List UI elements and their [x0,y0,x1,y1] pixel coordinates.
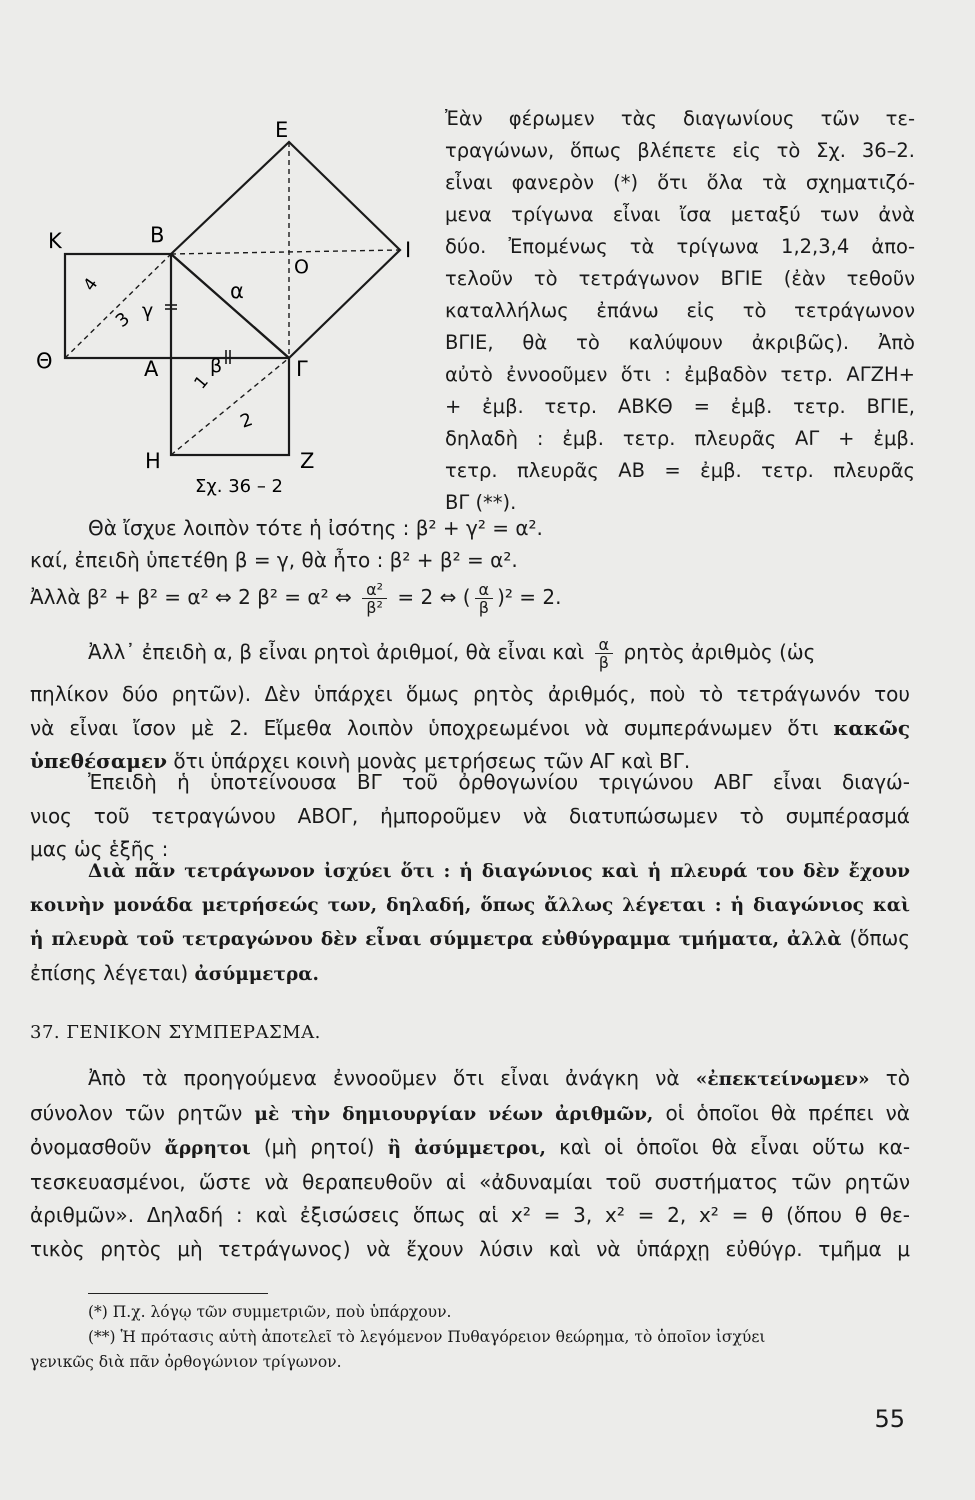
footnote-rule [88,1293,268,1294]
equations-block [30,512,910,619]
theorem-line-1: Διὰ πᾶν τετράγωνον ἰσχύει ὅτι : ἡ διαγώνιος καὶ ἡ πλευρά του δὲν ἔχουν [88,861,910,882]
label-b: Β [150,223,165,247]
label-triangle-1: 1 [190,372,213,394]
hypotenuse-bg [171,254,289,358]
rational-argument-paragraph [30,630,910,779]
label-triangle-3: 3 [111,308,134,332]
theorem-line-4-bold: ἀσύμμετρα. [194,963,319,985]
intro-line: τραγώνων, ὅπως βλέπετε εἰς τὸ Σχ. 36–2. [445,139,915,162]
label-a: Α [144,357,159,381]
hypotenuse-line: νιος τοῦ τετραγώνου ΑΒΟΓ, ἠμποροῦμεν νὰ διατυπώσωμεν τὸ συμπέρασμά [30,803,910,828]
footnote-2-continued: γενικῶς διὰ πᾶν ὀρθογώνιον τρίγωνον. [30,1353,342,1371]
conclusion-line-4: τεσκευασμένοι, ὥστε νὰ θεραπευθοῦν αἱ «ἀδυναμίαι τοῦ συστήματος τῶν ρητῶν [30,1169,910,1194]
label-k: Κ [48,229,62,253]
conclusion-line-2-end: οἱ ὁποῖοι θὰ πρέπει νὰ [665,1100,910,1125]
fraction-alpha-beta-inline [595,636,614,671]
fraction-denominator: β² [366,598,383,617]
theorem-line-2: κοινὴν μονάδα μετρήσεώς των, δηλαδή, ὅπως ἄλλως λέγεται : ἡ διαγώνιος καὶ [30,894,910,916]
conclusion-line-1-end: τὸ [885,1066,911,1090]
figure-caption: Σχ. 36 – 2 [195,476,284,497]
rational-line-1 [30,630,910,674]
rational-line-3-bold: κακῶς [833,715,910,740]
rational-line-4-bold: ὑπεθέσαμεν [30,749,167,773]
label-gamma: γ [142,300,154,322]
conclusion-line-6: τικὸς ρητὸς μὴ τετράγωνος) νὰ ἔχουν λύσιν καὶ νὰ ὑπάρχῃ εὐθύγρ. τμῆμα μ [30,1236,910,1261]
equation-3-right: )² = 2. [497,585,562,609]
rational-line-1-start: Ἀλλ᾽ ἐπειδὴ α, β εἶναι ρητοὶ ἀριθμοί, θὰ εἶναι καὶ [88,640,585,664]
fraction-numerator: α [475,581,494,599]
fraction-denominator: β [478,598,489,617]
footnote-1: (*) Π.χ. λόγῳ τῶν συμμετριῶν, ποὺ ὑπάρχουν. [88,1303,452,1321]
intro-line: ΒΓΙΕ, θὰ τὸ καλύψουν ἀκριβῶς). Ἀπὸ [445,331,915,354]
conclusion-line-3-bold-2: ἢ ἀσύμμετροι, [387,1138,546,1159]
intro-line: τετρ. πλευρᾶς ΑΒ = ἐμβ. τετρ. πλευρᾶς [445,459,915,482]
section-heading: 37. ΓΕΝΙΚΟΝ ΣΥΜΠΕΡΑΣΜΑ. [30,1022,321,1043]
label-theta: Θ [36,349,53,373]
conclusion-line-3-mid: (μὴ ρητοί) [263,1135,375,1159]
fraction-numerator: α² [362,581,387,599]
footnote-2: (**) Ἡ πρότασις αὐτὴ ἀποτελεῖ τὸ λεγόμενον Πυθαγόρειον θεώρημα, τὸ ὁποῖον ἰσχύει [88,1328,766,1346]
hypotenuse-paragraph [30,766,910,867]
theorem-paragraph [30,855,910,991]
intro-line: εἶναι φανερὸν (*) ὅτι ὅλα τὰ σχηματιζό- [445,171,915,194]
theorem-line-4-start: ἐπίσης λέγεται) [30,960,189,985]
equation-1: Θὰ ἴσχυε λοιπὸν τότε ἡ ἰσότης : β² + γ² = α². [88,516,543,540]
rational-line-4-end: ὅτι ὑπάρχει κοινὴ μονὰς μετρήσεως τῶν ΑΓ καὶ ΒΓ. [173,749,691,773]
intro-line: μενα τρίγωνα εἶναι ἴσα μεταξύ των ἀνὰ [445,203,915,226]
intro-paragraph [445,103,915,519]
diagonal-bi [171,250,400,254]
intro-line: δηλαδὴ : ἐμβ. τετρ. πλευρᾶς ΑΓ + ἐμβ. [445,427,915,450]
label-beta: β [210,355,223,377]
fraction-alpha2-beta2 [362,581,387,616]
intro-line: τελοῦν τὸ τετράγωνον ΒΓΙΕ (ἐὰν τεθοῦν [445,267,915,290]
hypotenuse-line: Ἐπειδὴ ἡ ὑποτείνουσα ΒΓ τοῦ ὀρθογωνίου τριγώνου ΑΒΓ εἶναι διαγώ- [88,770,910,794]
intro-line: δύο. Ἐπομένως τὰ τρίγωνα 1,2,3,4 ἀπο- [445,235,915,258]
footnotes [30,1300,910,1375]
label-e: Ε [275,118,289,142]
intro-line: Ἐὰν φέρωμεν τὰς διαγωνίους τῶν τε- [445,107,915,130]
equation-3-mid: = 2 ⇔ ( [397,585,471,609]
page-number: 55 [874,1405,905,1433]
fraction-numerator: α [595,636,614,654]
intro-line: + ἐμβ. τετρ. ΑΒΚΘ = ἐμβ. τετρ. ΒΓΙΕ, [445,395,915,418]
label-triangle-4: 4 [79,274,103,295]
hypotenuse-line: μας ὡς ἑξῆς : [30,837,169,861]
intro-line: αὐτὸ ἐννοοῦμεν ὅτι : ἐμβαδὸν τετρ. ΑΓΖΗ+ [445,363,915,386]
conclusion-line-2-bold: μὲ τὴν δημιουργίαν νέων ἀριθμῶν, [254,1103,654,1125]
label-h: Η [145,449,161,473]
label-triangle-2: 2 [237,409,256,433]
conclusion-paragraph [30,1062,910,1266]
theorem-line-3-bold: ἡ πλευρὰ τοῦ τετραγώνου δὲν εἶναι σύμμετρα εὐθύγραμμα τμήματα, ἀλλὰ [30,929,842,950]
theorem-line-3-end: (ὅπως [849,926,911,950]
rational-line-1-end: ρητὸς ἀριθμὸς (ὡς [623,640,816,664]
conclusion-line-3 [30,1131,910,1166]
figure-36-2 [30,110,450,500]
rational-line-2: πηλίκον δύο ρητῶν). Δὲν ὑπάρχει ὅμως ρητὸς ἀριθμός, ποὺ τὸ τετράγωνόν του [30,682,910,706]
fraction-alpha-beta [475,581,494,616]
conclusion-line-3-start: ὀνομασθοῦν [30,1135,152,1159]
conclusion-line-2 [30,1097,910,1132]
equation-3-left: Ἀλλὰ β² + β² = α² ⇔ 2 β² = α² ⇔ [30,585,352,609]
square-bgie [171,142,400,358]
label-alpha: α [230,279,244,303]
equation-2: καί, ἐπειδὴ ὑπετέθη β = γ, θὰ ἦτο : β² + β² = α². [30,547,518,572]
conclusion-line-2-start: σύνολον τῶν ρητῶν [30,1100,243,1125]
conclusion-line-1-bold: «ἐπεκτείνωμεν» [695,1069,870,1090]
intro-line: ΒΓ (**). [445,491,517,514]
intro-line: καταλλήλως ἐπάνω εἰς τὸ τετράγωνον [445,299,915,322]
conclusion-line-5: ἀριθμῶν». Δηλαδή : καὶ ἐξισώσεις ὅπως αἱ x² = 3, x² = 2, x² = θ (ὅπου θ θε- [30,1203,910,1227]
label-z: Ζ [300,449,315,473]
label-g: Γ [296,357,308,381]
equation-3 [30,575,910,619]
conclusion-line-3-bold-1: ἄρρητοι [164,1138,251,1159]
conclusion-line-3-end: καὶ οἱ ὁποῖοι θὰ εἶναι οὕτω κα- [559,1135,911,1159]
diagonal-hg [171,358,289,455]
diagonal-theta-b [65,254,171,358]
label-i: Ι [405,238,412,262]
rational-line-3-start: νὰ εἶναι ἴσον μὲ 2. Εἴμεθα λοιπὸν ὑποχρεωμένοι νὰ συμπεράνωμεν ὅτι [30,715,819,740]
theorem-line-3 [30,922,910,957]
conclusion-line-1 [30,1062,910,1097]
label-o: Ο [294,256,309,278]
fraction-denominator: β [598,653,609,672]
rational-line-3 [30,712,910,746]
conclusion-line-1-start: Ἀπὸ τὰ προηγούμενα ἐννοοῦμεν ὅτι εἶναι ἀνάγκη νὰ [88,1066,680,1090]
pythagoras-diagram [30,110,450,500]
theorem-line-4 [30,957,910,992]
